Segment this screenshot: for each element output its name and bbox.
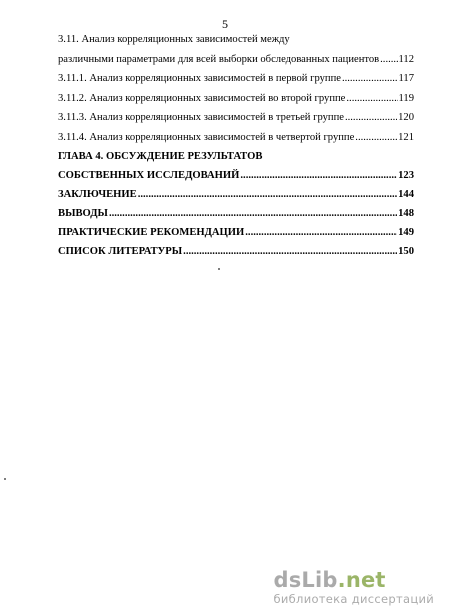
toc-leader-dots: [138, 185, 397, 204]
scan-speck: [218, 268, 220, 270]
page-number: 5: [222, 17, 228, 31]
toc-entry-page: 119: [398, 92, 414, 104]
toc-entry: [58, 204, 414, 223]
scan-speck: [4, 478, 6, 480]
toc-leader-dots: [240, 166, 397, 185]
toc-entry: [58, 242, 414, 261]
toc-entry-title: 3.11.3. Анализ корреляционных зависимостей в третьей группе: [58, 112, 344, 123]
watermark-subtitle: библиотека диссертаций: [273, 592, 434, 606]
watermark-logo-part1: dsLib: [273, 568, 338, 592]
toc-entry: [58, 147, 414, 166]
toc-entry-page: 150: [398, 246, 414, 257]
table-of-contents: [58, 30, 414, 261]
toc-entry-page: 144: [398, 189, 414, 200]
toc-entry-page: 148: [398, 208, 414, 219]
toc-entry-page: 121: [398, 131, 414, 143]
watermark-logo-part2: .net: [337, 568, 386, 592]
toc-entry: [58, 30, 414, 50]
toc-entry-page: 120: [398, 112, 414, 123]
toc-entry-page: 117: [398, 73, 414, 84]
toc-entry-title: 3.11.4. Анализ корреляционных зависимостей в четвертой группе: [58, 131, 355, 143]
toc-entry-page: 123: [398, 170, 414, 181]
watermark-logo: [273, 569, 434, 591]
toc-entry-page: 149: [398, 227, 414, 238]
toc-entry: [58, 89, 414, 109]
toc-entry: [58, 69, 414, 89]
toc-entry-title: ЗАКЛЮЧЕНИЕ: [58, 189, 137, 200]
toc-leader-dots: [346, 89, 397, 109]
toc-entry-title: СОБСТВЕННЫХ ИССЛЕДОВАНИЙ: [58, 170, 240, 181]
toc-entry-title: 3.11.1. Анализ корреляционных зависимостей в первой группе: [58, 73, 341, 84]
toc-entry: [58, 50, 414, 70]
watermark: [273, 569, 434, 606]
toc-entry: [58, 223, 414, 242]
toc-entry: [58, 108, 414, 128]
toc-entry-page: 112: [398, 53, 414, 65]
toc-entry-title: ГЛАВА 4. ОБСУЖДЕНИЕ РЕЗУЛЬТАТОВ: [58, 151, 263, 162]
toc-leader-dots: [380, 50, 397, 70]
toc-entry-title: 3.11. Анализ корреляционных зависимостей между: [58, 34, 290, 45]
toc-entry: [58, 185, 414, 204]
toc-leader-dots: [245, 223, 397, 242]
toc-entry-title: ВЫВОДЫ: [58, 208, 108, 219]
toc-entry: [58, 166, 414, 185]
toc-entry-title: различными параметрами для всей выборки обследованных пациентов: [58, 53, 380, 65]
toc-leader-dots: [183, 242, 397, 261]
toc-entry: [58, 128, 414, 148]
toc-entry-title: 3.11.2. Анализ корреляционных зависимостей во второй группе: [58, 92, 346, 104]
toc-entry-title: СПИСОК ЛИТЕРАТУРЫ: [58, 246, 183, 257]
toc-leader-dots: [345, 108, 397, 128]
toc-leader-dots: [109, 204, 397, 223]
toc-leader-dots: [342, 69, 398, 89]
toc-entry-title: ПРАКТИЧЕСКИЕ РЕКОМЕНДАЦИИ: [58, 227, 245, 238]
toc-leader-dots: [355, 128, 397, 148]
